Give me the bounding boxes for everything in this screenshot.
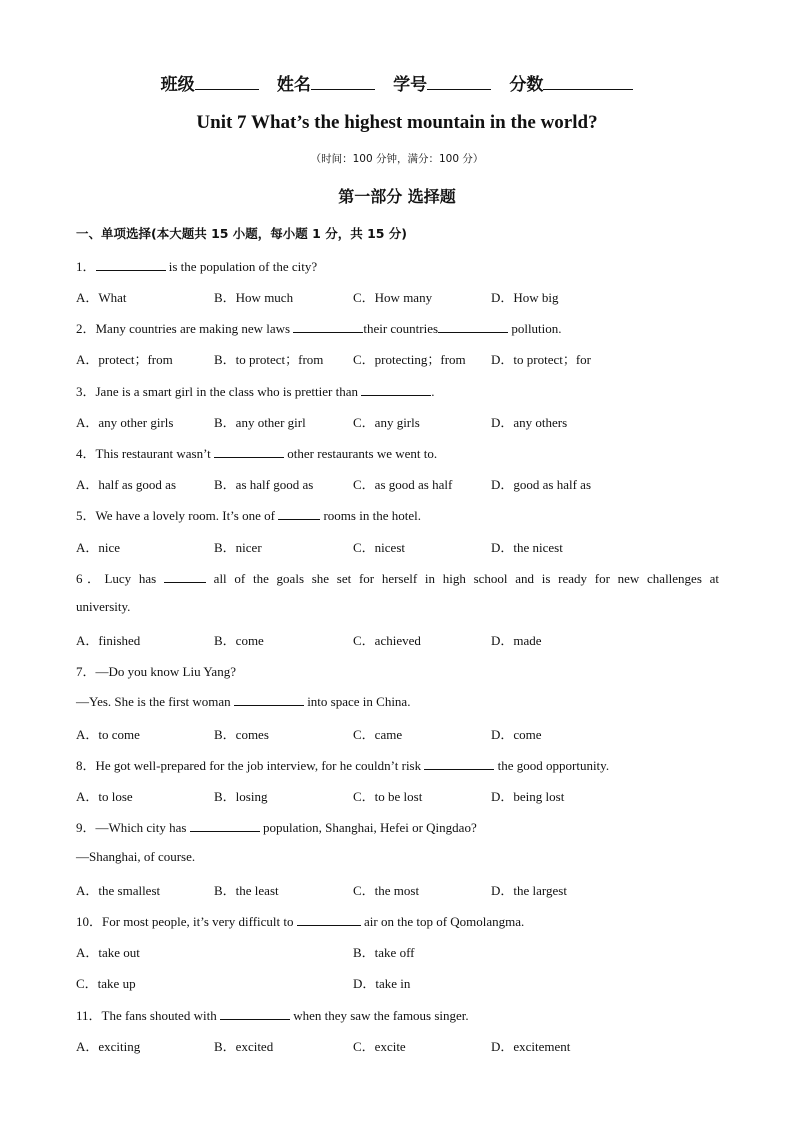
- section-title: 一、单项选择(本大题共 15 小题，每小题 1 分，共 15 分): [76, 226, 408, 241]
- question-2-option-a[interactable]: A．protect；from: [76, 352, 173, 367]
- question-4-stem: 4．This restaurant wasn’t other restaurants we went to.: [76, 446, 438, 461]
- question-6-stem: 6．Lucy has all of the goals she set for herself in high school and is ready for new challenges at: [76, 571, 719, 586]
- question-6-option-d[interactable]: D．made: [491, 633, 542, 648]
- class-field[interactable]: 班级: [161, 70, 259, 95]
- question-10-option-a[interactable]: A．take out: [76, 945, 140, 960]
- question-9-option-a[interactable]: A．the smallest: [76, 883, 161, 898]
- question-5-option-c[interactable]: C．nicest: [353, 540, 405, 555]
- answer-blank[interactable]: [424, 757, 494, 770]
- answer-blank[interactable]: [278, 507, 320, 520]
- question-2-option-d[interactable]: D．to protect；for: [491, 352, 592, 367]
- question-3-option-b[interactable]: B．any other girl: [214, 415, 306, 430]
- question-10-option-b[interactable]: B．take off: [353, 945, 415, 960]
- question-6-option-a[interactable]: A．finished: [76, 633, 141, 648]
- question-3-stem: 3．Jane is a smart girl in the class who is prettier than .: [76, 384, 435, 399]
- question-8-option-a[interactable]: A．to lose: [76, 789, 133, 804]
- question-1-stem: 1． is the population of the city?: [76, 259, 318, 274]
- question-8-option-c[interactable]: C．to be lost: [353, 789, 423, 804]
- question-8-stem: 8．He got well-prepared for the job interview, for he couldn’t risk the good opportunity.: [76, 758, 610, 773]
- question-11-option-d[interactable]: D．excitement: [491, 1039, 571, 1054]
- name-field[interactable]: 姓名: [277, 70, 375, 95]
- question-3-option-c[interactable]: C．any girls: [353, 415, 420, 430]
- answer-blank[interactable]: [293, 320, 363, 333]
- answer-blank[interactable]: [96, 258, 166, 271]
- question-11-stem: 11．The fans shouted with when they saw the famous singer.: [76, 1008, 469, 1023]
- question-4-option-b[interactable]: B．as half good as: [214, 477, 314, 492]
- question-1-option-d[interactable]: D．How big: [491, 290, 559, 305]
- answer-blank[interactable]: [234, 693, 304, 706]
- question-2-stem: 2．Many countries are making new laws their countries pollution.: [76, 321, 562, 336]
- question-1-option-b[interactable]: B．How much: [214, 290, 294, 305]
- question-10-stem: 10．For most people, it’s very difficult to air on the top of Qomolangma.: [76, 914, 525, 929]
- question-5-option-a[interactable]: A．nice: [76, 540, 121, 555]
- answer-blank[interactable]: [297, 913, 361, 926]
- question-3-option-a[interactable]: A．any other girls: [76, 415, 174, 430]
- question-6-option-b[interactable]: B．come: [214, 633, 264, 648]
- exam-time-note: （时间：100 分钟，满分：100 分）: [310, 153, 484, 165]
- question-11-option-a[interactable]: A．exciting: [76, 1039, 141, 1054]
- student-id-field[interactable]: 学号: [393, 70, 491, 95]
- question-7-option-c[interactable]: C．came: [353, 727, 403, 742]
- question-10-option-c[interactable]: C．take up: [76, 976, 136, 991]
- question-6-stem-continued: university.: [76, 599, 131, 614]
- answer-blank[interactable]: [361, 383, 431, 396]
- question-9-option-d[interactable]: D．the largest: [491, 883, 567, 898]
- answer-blank[interactable]: [164, 570, 206, 583]
- question-7-option-b[interactable]: B．comes: [214, 727, 269, 742]
- question-7-stem: 7．—Do you know Liu Yang?: [76, 664, 236, 679]
- question-6-option-c[interactable]: C．achieved: [353, 633, 421, 648]
- question-11-option-b[interactable]: B．excited: [214, 1039, 274, 1054]
- question-2-option-c[interactable]: C．protecting；from: [353, 352, 466, 367]
- question-5-stem: 5．We have a lovely room. It’s one of rooms in the hotel.: [76, 508, 421, 523]
- question-4-option-d[interactable]: D．good as half as: [491, 477, 592, 492]
- question-4-option-c[interactable]: C．as good as half: [353, 477, 453, 492]
- question-4-option-a[interactable]: A．half as good as: [76, 477, 177, 492]
- part-title: 第一部分 选择题: [338, 187, 456, 206]
- question-9-option-b[interactable]: B．the least: [214, 883, 279, 898]
- answer-blank[interactable]: [190, 819, 260, 832]
- question-7-option-a[interactable]: A．to come: [76, 727, 140, 742]
- question-1-option-c[interactable]: C．How many: [353, 290, 433, 305]
- question-7-reply: —Yes. She is the first woman into space in China.: [76, 694, 411, 709]
- question-11-option-c[interactable]: C．excite: [353, 1039, 406, 1054]
- answer-blank[interactable]: [214, 445, 284, 458]
- question-5-option-d[interactable]: D．the nicest: [491, 540, 563, 555]
- question-7-option-d[interactable]: D．come: [491, 727, 542, 742]
- question-2-option-b[interactable]: B．to protect；from: [214, 352, 324, 367]
- question-5-option-b[interactable]: B．nicer: [214, 540, 262, 555]
- answer-blank[interactable]: [438, 320, 508, 333]
- answer-blank[interactable]: [220, 1007, 290, 1020]
- question-8-option-b[interactable]: B．losing: [214, 789, 268, 804]
- question-9-reply: —Shanghai, of course.: [76, 849, 196, 864]
- question-1-option-a[interactable]: A．What: [76, 290, 127, 305]
- question-10-option-d[interactable]: D．take in: [353, 976, 411, 991]
- student-info-header: [0, 70, 794, 95]
- question-9-stem: 9．—Which city has population, Shanghai, Hefei or Qingdao?: [76, 820, 477, 835]
- question-3-option-d[interactable]: D．any others: [491, 415, 568, 430]
- question-9-option-c[interactable]: C．the most: [353, 883, 420, 898]
- score-field[interactable]: 分数: [509, 70, 633, 95]
- question-8-option-d[interactable]: D．being lost: [491, 789, 565, 804]
- page-title: Unit 7 What’s the highest mountain in the world?: [196, 112, 598, 133]
